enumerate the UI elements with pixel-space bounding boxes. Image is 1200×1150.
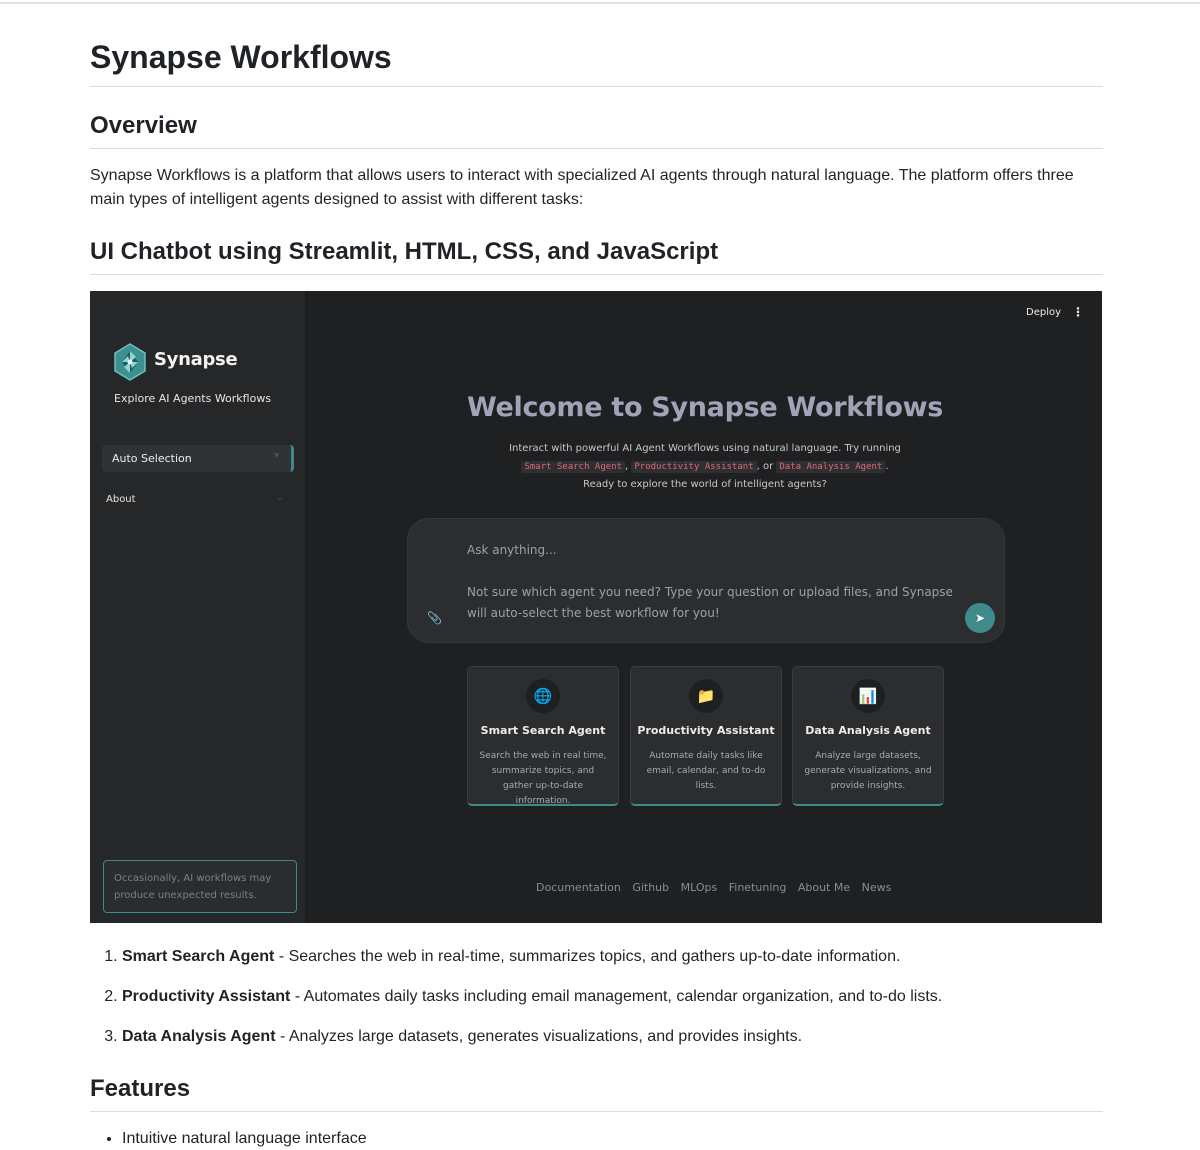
sidebar [90, 291, 305, 923]
list-item [122, 1025, 942, 1049]
welcome-title: Welcome to Synapse Workflows [466, 392, 944, 423]
agent-desc: - Analyzes large datasets, generates visualizations, and provides insights. [275, 1028, 803, 1045]
brand-name: Synapse [154, 349, 238, 370]
agent-name: Productivity Assistant [122, 988, 291, 1005]
about-expander[interactable]: About [106, 494, 136, 505]
features-list [122, 1127, 367, 1150]
card-description: Search the web in real time, summarize topics, and gather up-to-date information. [479, 751, 607, 806]
more-menu-icon[interactable]: ⋮ [1072, 305, 1084, 319]
overview-text: Synapse Workflows is a platform that allows users to interact with specialized AI agents through natural language. The platform offers three main types of intelligent agents designed to assist with different tasks: [90, 167, 1074, 208]
card-data-analysis[interactable] [792, 666, 944, 806]
intro-text [308, 440, 1102, 494]
list-item [122, 945, 942, 969]
send-button[interactable]: ➤ [965, 603, 995, 633]
agent-name: Data Analysis Agent [122, 1028, 276, 1045]
warning-note: Occasionally, AI workflows may produce unexpected results. [103, 860, 297, 913]
card-productivity[interactable] [630, 666, 782, 806]
top-border [0, 2, 1200, 4]
globe-icon: 🌐 [526, 679, 560, 713]
features-divider [90, 1111, 1103, 1112]
paperclip-icon[interactable]: 📎 [427, 611, 442, 625]
intro-line-3: Ready to explore the world of intelligent agents? [583, 479, 827, 490]
chevron-down-icon: ⌄ [276, 493, 284, 503]
ui-heading: UI Chatbot using Streamlit, HTML, CSS, and JavaScript [90, 238, 719, 265]
card-title: Productivity Assistant [637, 724, 775, 737]
title-divider [90, 86, 1103, 87]
sidebar-divider[interactable] [305, 291, 308, 923]
footer-link-documentation[interactable]: Documentation [536, 881, 621, 894]
card-title: Smart Search Agent [480, 724, 606, 737]
footer-link-news[interactable]: News [861, 881, 892, 894]
footer-link-github[interactable]: Github [632, 881, 670, 894]
overview-heading: Overview [90, 112, 197, 139]
footer-links [536, 881, 899, 894]
ui-divider [90, 274, 1103, 275]
code-data-analysis: Data Analysis Agent [776, 461, 885, 473]
card-description: Automate daily tasks like email, calendar, and to-do lists. [646, 751, 766, 791]
agent-name: Smart Search Agent [122, 948, 275, 965]
footer-link-about-me[interactable]: About Me [797, 881, 851, 894]
footer-link-mlops[interactable]: MLOps [680, 881, 718, 894]
code-smart-search: Smart Search Agent [521, 461, 625, 473]
bar-chart-icon: 📊 [851, 679, 885, 713]
agent-select[interactable] [102, 445, 294, 472]
page-title: Synapse Workflows [90, 39, 392, 75]
agent-desc: - Automates daily tasks including email management, calendar organization, and to-do lists. [290, 988, 943, 1005]
features-heading: Features [90, 1075, 191, 1102]
list-item: • Intuitive natural language interface [122, 1127, 367, 1150]
agent-desc: - Searches the web in real-time, summarizes topics, and gathers up-to-date information. [274, 948, 901, 965]
intro-line-1: Interact with powerful AI Agent Workflows using natural language. Try running [509, 443, 901, 454]
chevron-down-icon: ▾ [274, 451, 279, 461]
agent-list [122, 945, 942, 1065]
chat-input-box[interactable] [407, 518, 1005, 643]
app-screenshot [90, 291, 1102, 923]
card-smart-search[interactable] [467, 666, 619, 806]
chat-input-placeholder[interactable]: Ask anything... Not sure which agent you need? Type your question or upload files, and Synapse will auto-select the best workflow for you! [467, 543, 953, 620]
folder-icon: 📁 [689, 679, 723, 713]
intro-line-2: Smart Search Agent , Productivity Assistant , or Data Analysis Agent . [308, 458, 1102, 476]
footer-link-finetuning[interactable]: Finetuning [728, 881, 787, 894]
overview-divider [90, 148, 1103, 149]
list-item [122, 985, 942, 1009]
deploy-button[interactable]: Deploy [1026, 307, 1062, 318]
brand-tagline: Explore AI Agents Workflows [114, 392, 272, 405]
intro-or: , or [756, 461, 774, 472]
card-title: Data Analysis Agent [805, 724, 931, 737]
synapse-logo-icon [114, 343, 146, 381]
agent-select-value: Auto Selection [112, 452, 192, 465]
card-description: Analyze large datasets, generate visualizations, and provide insights. [804, 751, 932, 791]
code-productivity: Productivity Assistant [631, 461, 756, 473]
